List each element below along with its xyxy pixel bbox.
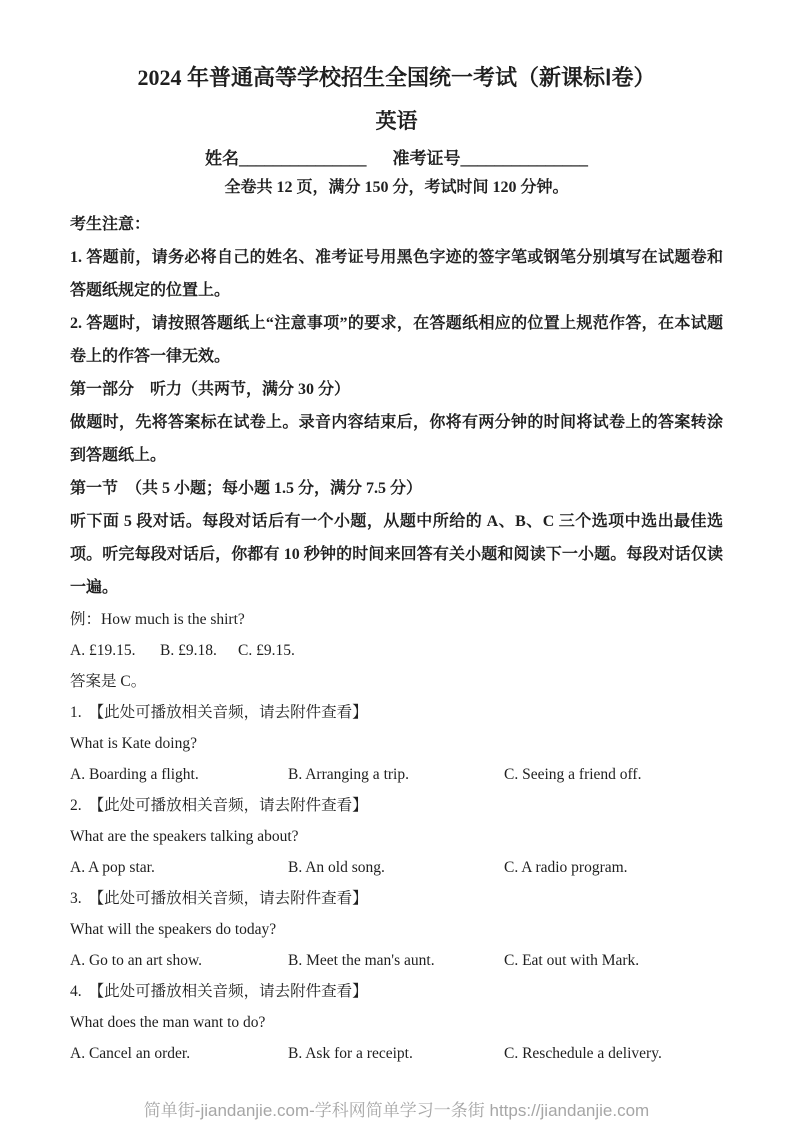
question-2-options-row bbox=[70, 852, 723, 883]
question-4-option-b: B. Ask for a receipt. bbox=[288, 1045, 413, 1062]
watermark-footer: 简单街-jiandanjie.com-学科网简单学习一条街 https://jiandanjie.com bbox=[143, 1101, 650, 1120]
notice-item-2: 2. 答题时，请按照答题纸上“注意事项”的要求，在答题纸相应的位置上规范作答，在本试题卷上的作答一律无效。 bbox=[70, 315, 723, 365]
question-3-option-b: B. Meet the man's aunt. bbox=[288, 952, 435, 969]
section1-note: 听下面 5 段对话。每段对话后有一个小题，从题中所给的 A、B、C 三个选项中选出最佳选项。听完每段对话后，你都有 10 秒钟的时间来回答有关小题和阅读下一小题。每段对话仅读一遍。 bbox=[70, 513, 723, 596]
name-blank-line: _______________ bbox=[239, 149, 367, 168]
part1-note: 做题时，先将答案标在试卷上。录音内容结束后，你将有两分钟的时间将试卷上的答案转涂到答题纸上。 bbox=[70, 414, 723, 464]
question-1-option-a: A. Boarding a flight. bbox=[70, 766, 199, 783]
notice-item-1: 1. 答题前，请务必将自己的姓名、准考证号用黑色字迹的签字笔或钢笔分别填写在试题卷和答题纸规定的位置上。 bbox=[70, 249, 723, 299]
question-3-options-row bbox=[70, 945, 723, 976]
question-1-option-b: B. Arranging a trip. bbox=[288, 766, 409, 783]
question-2-audio-note: 【此处可播放相关音频，请去附件查看】 bbox=[88, 797, 368, 814]
question-1-audio-note: 【此处可播放相关音频，请去附件查看】 bbox=[88, 704, 368, 721]
question-1-stem: What is Kate doing? bbox=[70, 735, 197, 752]
subject-title: 英语 bbox=[375, 109, 418, 133]
question-1-options-row bbox=[70, 759, 723, 790]
question-4-options-row bbox=[70, 1038, 723, 1069]
question-3-stem: What will the speakers do today? bbox=[70, 921, 277, 938]
name-id-line bbox=[70, 146, 723, 172]
question-2-option-c: C. A radio program. bbox=[504, 859, 628, 876]
question-4-header bbox=[70, 976, 723, 1007]
question-3-audio-note: 【此处可播放相关音频，请去附件查看】 bbox=[88, 890, 368, 907]
questions-block bbox=[70, 604, 723, 1069]
example-option-c: C. £9.15. bbox=[238, 642, 295, 659]
page-title: 2024 年普通高等学校招生全国统一考试（新课标Ⅰ卷） bbox=[137, 65, 656, 90]
question-3-option-c: C. Eat out with Mark. bbox=[504, 952, 640, 969]
question-3-option-a: A. Go to an art show. bbox=[70, 952, 203, 969]
question-1-number: 1. bbox=[70, 704, 82, 721]
example-options-row bbox=[70, 635, 723, 666]
question-4-audio-note: 【此处可播放相关音频，请去附件查看】 bbox=[88, 983, 368, 1000]
question-2-option-b: B. An old song. bbox=[288, 859, 385, 876]
question-4-stem: What does the man want to do? bbox=[70, 1014, 266, 1031]
example-option-b: B. £9.18. bbox=[160, 642, 217, 659]
example-answer: 答案是 C。 bbox=[70, 673, 147, 690]
question-4-option-c: C. Reschedule a delivery. bbox=[504, 1045, 662, 1062]
question-1-option-c: C. Seeing a friend off. bbox=[504, 766, 642, 783]
instructions-block bbox=[70, 208, 723, 604]
question-2-stem: What are the speakers talking about? bbox=[70, 828, 299, 845]
question-4-option-a: A. Cancel an order. bbox=[70, 1045, 191, 1062]
question-2-header bbox=[70, 790, 723, 821]
admission-id-label: 准考证号 bbox=[392, 149, 461, 168]
question-2-number: 2. bbox=[70, 797, 82, 814]
paper-info-line: 全卷共 12 页，满分 150 分，考试时间 120 分钟。 bbox=[224, 179, 569, 196]
part1-heading: 第一部分 听力（共两节，满分 30 分） bbox=[70, 381, 351, 398]
admission-id-blank-line: _______________ bbox=[460, 149, 588, 168]
question-3-header bbox=[70, 883, 723, 914]
question-2-option-a: A. A pop star. bbox=[70, 859, 155, 876]
question-1-header bbox=[70, 697, 723, 728]
example-prompt: 例：How much is the shirt? bbox=[70, 611, 245, 628]
name-label: 姓名 bbox=[205, 149, 239, 168]
section1-heading: 第一节 （共 5 小题；每小题 1.5 分，满分 7.5 分） bbox=[70, 480, 423, 497]
example-option-a: A. £19.15. bbox=[70, 642, 136, 659]
notice-heading: 考生注意： bbox=[70, 216, 151, 233]
question-4-number: 4. bbox=[70, 983, 82, 1000]
question-3-number: 3. bbox=[70, 890, 82, 907]
